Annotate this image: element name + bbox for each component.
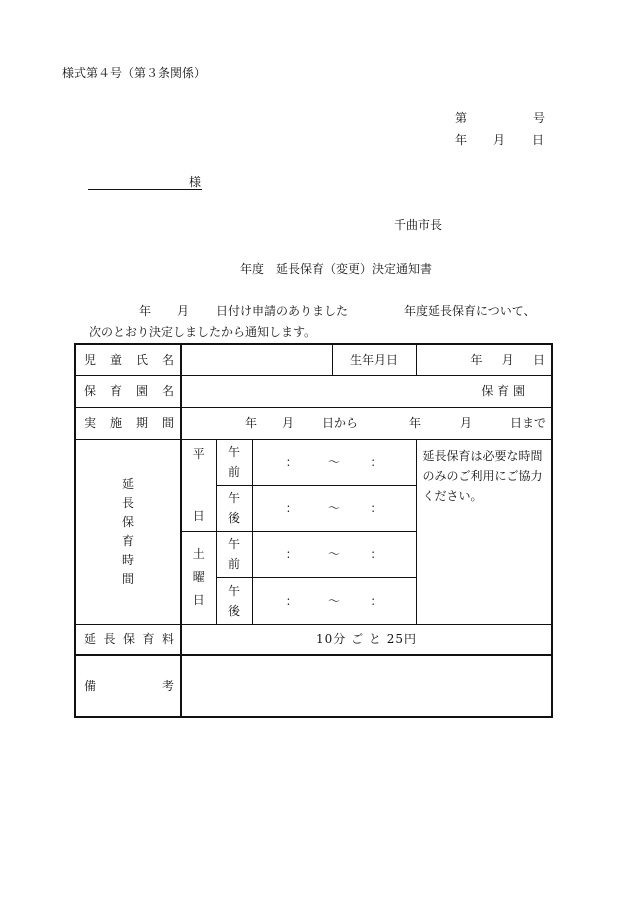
saturday-pm-label: 午 後 (216, 577, 252, 624)
body-fiscal-text: 年度延長保育について、 (404, 304, 536, 318)
body-month: 月 (177, 304, 190, 318)
weekday-am-label: 午 前 (216, 439, 252, 485)
fee-value: 10分 ご と 25円 (181, 624, 552, 655)
date-day: 日 (532, 133, 545, 147)
weekday-pm-label: 午 後 (216, 485, 252, 531)
body-date-text: 日付け申請のありました (216, 304, 349, 318)
body-line2: 次のとおり決定しましたから通知します。 (89, 325, 317, 339)
period-value: 年 月 日から 年 月 日まで (181, 407, 552, 439)
hours-note: 延長保育は必要な時間のみのご利用にご協力ください。 (416, 439, 552, 624)
weekday-label: 平 日 (181, 439, 216, 531)
number-prefix: 第 (455, 111, 468, 125)
saturday-label: 土 曜 日 (181, 531, 216, 624)
weekday-pm-time: ： ～ ： (252, 485, 416, 531)
date-month: 月 (493, 133, 506, 147)
birthdate-label: 生年月日 (332, 344, 416, 375)
nursery-value: 保 育 園 (181, 375, 552, 407)
weekday-am-time: ： ～ ： (252, 439, 416, 485)
saturday-am-time: ： ～ ： (252, 531, 416, 577)
child-name-label: 児 童 氏 名 (75, 344, 181, 375)
birthdate-value: 年 月 日 (416, 344, 552, 375)
body-year: 年 (139, 304, 152, 318)
fee-label: 延 長 保 育 料 (75, 624, 181, 655)
hours-label: 延 長 保 育 時 間 (75, 439, 181, 624)
number-suffix: 号 (533, 111, 546, 125)
date-year: 年 (455, 133, 468, 147)
remarks-value (181, 655, 552, 717)
saturday-pm-time: ： ～ ： (252, 577, 416, 624)
sender: 千曲市長 (394, 218, 443, 232)
document-title: 年度 延長保育（変更）決定通知書 (240, 262, 433, 276)
nursery-label: 保 育 園 名 (75, 375, 181, 407)
addressee-honorific: 様 (189, 175, 202, 189)
decision-table (74, 343, 553, 718)
addressee-line (88, 189, 202, 190)
period-label: 実 施 期 間 (75, 407, 181, 439)
remarks-label: 備 考 (75, 655, 181, 717)
child-name-value (181, 344, 332, 375)
form-number: 様式第４号（第３条関係） (62, 66, 207, 80)
saturday-am-label: 午 前 (216, 531, 252, 577)
